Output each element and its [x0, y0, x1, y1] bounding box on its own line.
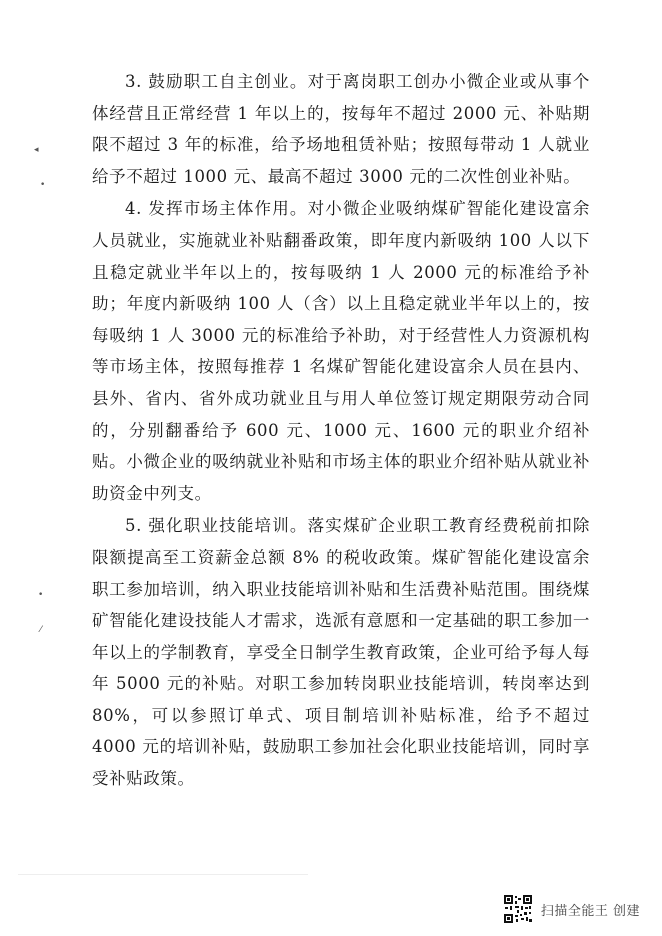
- paragraph-skills-training: 5. 强化职业技能培训。落实煤矿企业职工教育经费税前扣除限额提高至工资薪金总额 8% 的税收政策。煤矿智能化建设富余职工参加培训，纳入职业技能培训补贴和生活费补贴范围。围绕煤矿智能化建设技能人才需求，选派有意愿和一定基础的职工参加一年以上的学制教育，享受全日制学生教育政策，企业可给予每人每年 5000 元的补贴。对职工参加转岗职业技能培训，转岗率达到 80%，可以参照订单式、项目制培训补贴标准，给予不超过 4000 元的培训补贴，鼓励职工参加社会化职业技能培训，同时享受补贴政策。: [92, 516, 590, 789]
- footer-divider: [18, 874, 308, 875]
- qr-code-icon: [503, 894, 533, 924]
- scanner-watermark: [503, 894, 640, 924]
- paragraph-encourage-entrepreneurship: 3. 鼓励职工自主创业。对于离岗职工创办小微企业或从事个体经营且正常经营 1 年以上的，按每年不超过 2000 元、补贴期限不超过 3 年的标准，给予场地租赁补贴；按照每带动 1 人就业给予不超过 1000 元、最高不超过 3000 元的二次性创业补贴。: [92, 72, 590, 186]
- scan-speck-mark: ◂: [34, 145, 39, 155]
- scan-speck-mark: •: [40, 180, 46, 190]
- watermark-label: 扫描全能王 创建: [540, 903, 640, 919]
- scan-speck-mark: ⁄: [40, 625, 42, 635]
- scan-speck-mark: •: [38, 590, 44, 600]
- paragraph-market-role: 4. 发挥市场主体作用。对小微企业吸纳煤矿智能化建设富余人员就业，实施就业补贴翻番政策，即年度内新吸纳 100 人以下且稳定就业半年以上的，按每吸纳 1 人 2000 元的标准给予补助；年度内新吸纳 100 人（含）以上且稳定就业半年以上的，按每吸纳 1 人 3000 元的标准给予补助，对于经营性人力资源机构等市场主体，按照每推荐 1 名煤矿智能化建设富余人员在县内、县外、省内、省外成功就业且与用人单位签订规定期限劳动合同的，分别翻番给予 600 元、1000 元、1600 元的职业介绍补贴。小微企业的吸纳就业补贴和市场主体的职业介绍补贴从就业补助资金中列支。: [92, 199, 590, 503]
- document-body: [92, 66, 590, 796]
